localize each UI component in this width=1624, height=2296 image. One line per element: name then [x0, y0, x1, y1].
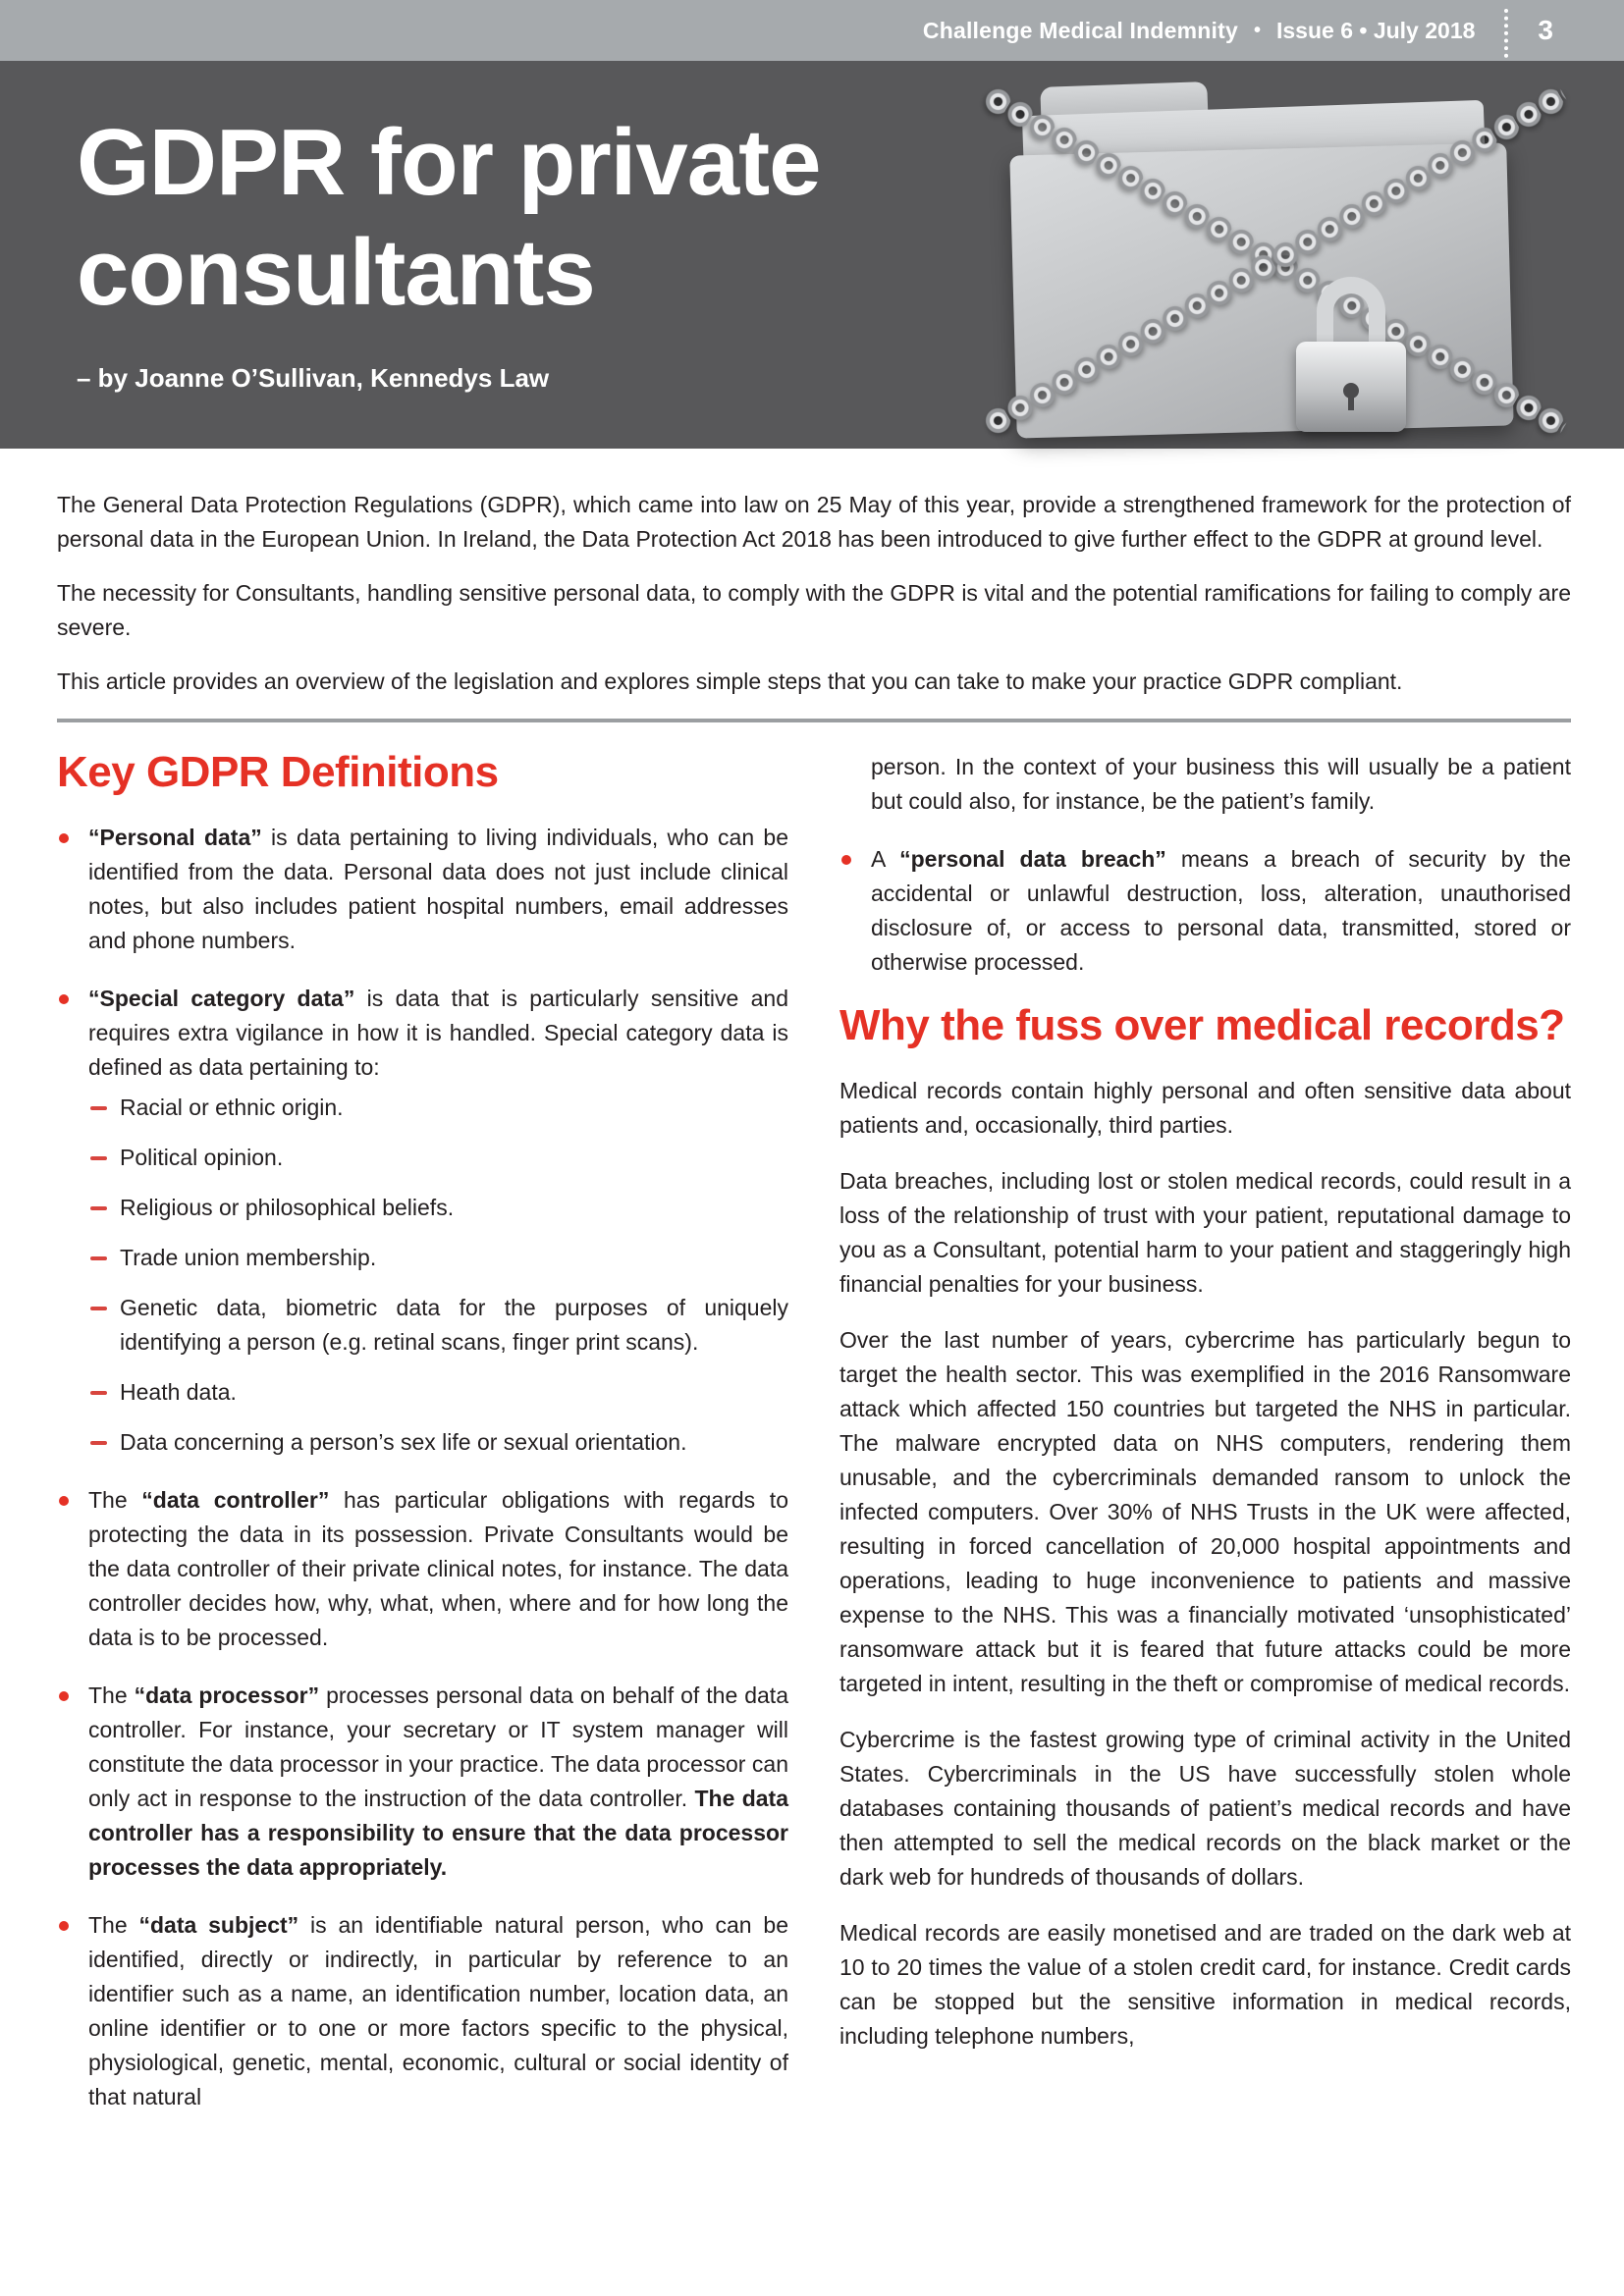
medical-records-paragraph: Medical records contain highly personal and often sensitive data about patients and, occasionally, third parties.: [839, 1078, 1571, 1139]
medical-records-heading: Why the fuss over medical records?: [839, 1001, 1565, 1049]
medical-records-paragraph: Medical records are easily monetised and are traded on the dark web at 10 to 20 times the value of a stolen credit card, for instance. Credit cards can be stopped but the sensitive information in medical records, including telephone numbers,: [839, 1920, 1571, 2050]
dash-marker-icon: [90, 1441, 107, 1445]
special-category-item: Racial or ethnic origin.: [57, 1091, 788, 1125]
intro-paragraph: The necessity for Consultants, handling sensitive personal data, to comply with the GDPR is vital and the potential ramifications for failing to comply are severe.: [57, 580, 1571, 640]
definition-item-personal-data: “Personal data” is data pertaining to living individuals, who can be identified from the data. Personal data does not just include clinical notes, but also includes patient hospital numbers, email addresses and phone numbers.: [57, 821, 788, 958]
dash-marker-icon: [90, 1156, 107, 1160]
padlock-keyhole: [1343, 383, 1359, 399]
bullet-marker-icon: [59, 1691, 69, 1701]
medical-records-paragraph: Data breaches, including lost or stolen medical records, could result in a loss of the relationship of trust with your patient, reputational damage to you as a Consultant, potential harm to your patient and staggeringly high financial penalties for your business.: [839, 1168, 1571, 1298]
definition-item-special-category: “Special category data” is data that is particularly sensitive and requires extra vigilance in how it is handled. Special category data is defined as data pertaining to: Racial or ethnic origin. Political opinion. Religious or philosophical beliefs. Trade union membership. Genetic data, biometric data for the purposes of uniquely identifying a person (e.g. retinal scans, finger print scans). Heath data. Data concerning a person’s sex life or sexual orientation.: [57, 982, 788, 1460]
definition-item-data-subject: The “data subject” is an identifiable natural person, who can be identified, directly or indirectly, in particular by reference to an identifier such as a name, an identification number, location data, an online identifier or to one or more factors specific to the physical, physiological, genetic, mental, economic, cultural or social identity of that natural: [57, 1908, 788, 2114]
breach-bullet-list: [839, 842, 1571, 980]
article-header: [0, 61, 1624, 449]
article-byline: – by Joanne O’Sullivan, Kennedys Law: [77, 363, 550, 393]
medical-records-paragraph: Over the last number of years, cybercrime has particularly begun to target the health sector. This was exemplified in the 2016 Ransomware attack which affected 150 countries but targeted the NHS in particular. The malware encrypted data on NHS computers, rendering them unusable, and the cybercriminals demanded ransom to unlock the infected computers. Over 30% of NHS Trusts in the UK were affected, resulting in forced cancellation of 20,000 hospital appointments and operations, leading to huge inconvenience to patients and massive expense to the NHS. This was a financially motivated ‘unsophisticated’ ransomware attack but it is feared that future attacks could be more targeted in intent, resulting in the theft or compromise of medical records.: [839, 1327, 1571, 1697]
padlock-icon: [1296, 277, 1406, 432]
special-category-item: Heath data.: [57, 1375, 788, 1410]
section-divider: [57, 719, 1571, 722]
intro-section: [0, 449, 1624, 699]
left-column: [57, 750, 788, 2138]
bullet-marker-icon: [841, 855, 851, 865]
definition-item-data-controller: The “data controller” has particular obligations with regards to protecting the data in its possession. Private Consultants would be the data controller of their private clinical notes, for instance. The data controller decides how, why, what, when, where and for how long the data is to be processed.: [57, 1483, 788, 1655]
definitions-heading: Key GDPR Definitions: [57, 748, 499, 796]
page-number: 3: [1538, 15, 1553, 45]
definitions-list: [57, 821, 788, 2114]
right-column: [839, 750, 1571, 2138]
special-category-item: Data concerning a person’s sex life or sexual orientation.: [57, 1425, 788, 1460]
article-title-line1: GDPR for private: [77, 110, 821, 215]
bullet-marker-icon: [59, 1496, 69, 1506]
bullet-marker-icon: [59, 833, 69, 843]
publication-name: Challenge Medical Indemnity: [922, 17, 1238, 43]
folder-front-shape: [1009, 142, 1513, 438]
dash-marker-icon: [90, 1391, 107, 1395]
definition-item-data-processor: The “data processor” processes personal data on behalf of the data controller. For instance, your secretary or IT system manager will constitute the data processor in your practice. The data processor can only act in response to the instruction of the data controller. The data controller has a responsibility to ensure that the data processor processes the data appropriately.: [57, 1679, 788, 1885]
article-columns: [57, 750, 1571, 2138]
special-category-item: Political opinion.: [57, 1141, 788, 1175]
bullet-marker-icon: [59, 994, 69, 1004]
definition-item-personal-data-breach: A “personal data breach” means a breach of security by the accidental or unlawful destruction, loss, alteration, unauthorised disclosure of, or access to personal data, transmitted, stored or otherwise processed.: [839, 842, 1571, 980]
dash-marker-icon: [90, 1106, 107, 1110]
chained-folder-photo: [990, 69, 1559, 444]
masthead-bar: [0, 0, 1624, 61]
issue-date: Issue 6 • July 2018: [1276, 17, 1476, 43]
special-category-item: Religious or philosophical beliefs.: [57, 1191, 788, 1225]
separator-dot-icon: •: [1253, 20, 1261, 41]
special-category-item: Trade union membership.: [57, 1241, 788, 1275]
intro-paragraph: This article provides an overview of the legislation and explores simple steps that you can take to make your practice GDPR compliant.: [57, 668, 1403, 694]
dash-marker-icon: [90, 1307, 107, 1310]
bullet-marker-icon: [59, 1921, 69, 1931]
data-subject-continuation: person. In the context of your business this will usually be a patient but could also, for instance, be the patient’s family.: [871, 754, 1571, 814]
article-title-line2: consultants: [77, 220, 595, 325]
dash-marker-icon: [90, 1256, 107, 1260]
special-category-list: [57, 1091, 788, 1460]
special-category-item: Genetic data, biometric data for the purposes of uniquely identifying a person (e.g. retinal scans, finger print scans).: [57, 1291, 788, 1360]
medical-records-paragraph: Cybercrime is the fastest growing type of criminal activity in the United States. Cybercriminals in the US have successfully stolen whole databases containing thousands of patient’s medical records and have then attempted to sell the medical records on the black market or the dark web for hundreds of thousands of dollars.: [839, 1727, 1571, 1891]
intro-paragraph: The General Data Protection Regulations (GDPR), which came into law on 25 May of this year, provide a strengthened framework for the protection of personal data in the European Union. In Ireland, the Data Protection Act 2018 has been introduced to give further effect to the GDPR at ground level.: [57, 492, 1571, 552]
dash-marker-icon: [90, 1206, 107, 1210]
